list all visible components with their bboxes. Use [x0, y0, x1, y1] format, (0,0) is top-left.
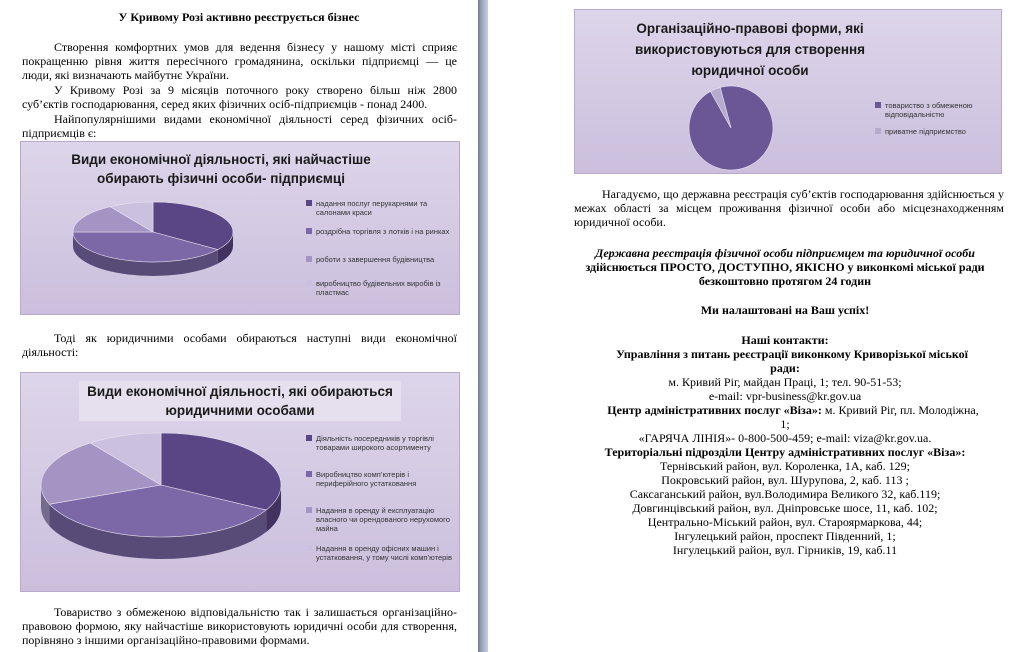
territorial-heading: Територіальні підрозділи Центру адміністративних послуг «Віза»: — [604, 445, 966, 459]
pie-chart — [71, 200, 241, 310]
chart-title: Види економічної діяльності, які обираються юридичними особами — [87, 384, 393, 418]
legend-label: виробництво будівельних виробів із пластмас — [316, 279, 441, 297]
highlight-line: здійснюється ПРОСТО, ДОСТУПНО, ЯКІСНО у виконкомі міської ради — [585, 260, 985, 274]
article-title: У Кривому Розі активно реєструється бізнес — [118, 10, 360, 24]
legend-swatch — [306, 545, 312, 551]
legend-label: роздрібна торгівля з лотків і на ринках — [316, 227, 450, 236]
district-item: Покровський район, вул. Шурупова, 2, каб. 113 ; — [661, 473, 909, 487]
legend-item — [306, 544, 456, 562]
paragraph-popular-activities: Найпопулярнішими видами економічної діяльності серед фізичних осіб-підприємців є: — [22, 112, 457, 140]
legend-label: надання послуг перукарнями та салонами краси — [316, 199, 428, 217]
legend-swatch — [306, 200, 312, 206]
legend-label: Діяльність посередників у торгівлі товарами широкого асортименту — [316, 434, 434, 452]
district-item: Довгинцівський район, вул. Дніпровське шосе, 11, каб. 102; — [632, 501, 938, 515]
legend-item — [875, 127, 997, 136]
department-email: e-mail: vpr-business@kr.gov.ua — [708, 389, 862, 403]
chart-legend — [306, 434, 456, 562]
contacts-block — [550, 333, 1020, 557]
highlight-line: Державна реєстрація фізичної особи підприємцем та юридичної особи — [595, 246, 975, 260]
chart-legal-forms — [574, 9, 1002, 174]
district-item: Інгулецький район, вул. Гірників, 19, каб.11 — [672, 543, 898, 557]
chart-legal-entities-activities — [20, 372, 460, 592]
right-document-page — [488, 0, 1020, 652]
legend-item — [306, 199, 454, 227]
legend-item — [306, 255, 454, 279]
legend-label: товариство з обмеженою відповідальністю — [885, 101, 973, 119]
paragraph-statistics: У Кривому Розі за 9 місяців поточного року створено більш ніж 2800 суб’єктів господарювання, серед яких фізичних осіб-підприємців - понад 2400. — [22, 83, 457, 111]
legend-label: Надання в оренду офісних машин і устатковання, у тому числі комп’ютерів — [316, 544, 452, 562]
department-name: Управління з питань реєстрації виконкому Криворізької міської — [616, 347, 968, 361]
page-gutter — [478, 0, 488, 652]
legend-swatch — [306, 256, 312, 262]
legend-swatch — [875, 102, 881, 108]
legend-item — [306, 470, 456, 506]
legend-item — [306, 279, 454, 297]
chart-title: Організаційно-правові форми, які використовуються для створення юридичної особи — [634, 21, 866, 78]
district-item: Тернівський район, вул. Короленка, 1А, каб. 129; — [660, 459, 910, 473]
chart-legend — [306, 199, 454, 297]
department-address: м. Кривий Ріг, майдан Праці, 1; тел. 90-51-53; — [668, 375, 902, 389]
legend-label: Виробництво комп’ютерів і периферійного устатковання — [316, 470, 417, 488]
hotline: «ГАРЯЧА ЛІНІЯ»- 0-800-500-459; e-mail: viza@kr.gov.ua. — [638, 431, 932, 445]
cnap-text: м. Кривий Ріг, пл. Молодіжна, — [821, 403, 979, 417]
registration-highlight — [550, 246, 1020, 288]
highlight-line: безкоштовно протягом 24 годин — [698, 274, 872, 288]
district-item: Саксаганський район, вул.Володимира Великого 32, каб.119; — [629, 487, 941, 501]
legend-swatch — [306, 228, 312, 234]
legend-swatch — [306, 507, 312, 513]
cnap-address-cont: 1; — [780, 417, 790, 431]
legend-swatch — [875, 128, 881, 134]
pie-chart — [33, 427, 293, 587]
department-name: ради: — [770, 361, 800, 375]
district-item: Інгулецький район, проспект Південний, 1; — [674, 529, 896, 543]
legend-swatch — [306, 280, 312, 286]
legend-label: Надання в оренду й експлуатацію власного чи орендованого нерухомого майна — [316, 506, 450, 533]
legend-label: приватне підприємство — [885, 127, 966, 136]
legend-item — [306, 506, 456, 544]
cnap-address — [550, 403, 1020, 417]
legend-item — [306, 434, 456, 470]
cnap-label: Центр адміністративних послуг «Віза»: — [607, 403, 822, 417]
legend-item — [875, 101, 997, 127]
paragraph-intro: Створення комфортних умов для ведення бізнесу у нашому місті сприяє покращенню рівня життя пересічного громадянина, оскільки підприємці — це люди, які визначають майбутнє України. — [22, 40, 457, 82]
district-item: Центрально-Міський район, вул. Староярмаркова, 44; — [647, 515, 923, 529]
chart-legend — [875, 101, 997, 136]
chart-title: Види економічної діяльності, які найчастіше обирають фізичні особи- підприємці — [71, 152, 371, 186]
contacts-heading: Наші контакти: — [741, 333, 829, 347]
legend-item — [306, 227, 454, 255]
legend-swatch — [306, 471, 312, 477]
slogan: Ми налаштовані на Ваш успіх! — [700, 303, 870, 317]
chart-individuals-activities — [20, 141, 460, 315]
left-document-page — [0, 0, 478, 652]
paragraph-llc: Товариство з обмеженою відповідальністю так і залишається організаційно-правовою формою, яку найчастіше використовують юридичні особи для створення, порівняно з іншими організаційно-правовими формами. — [22, 605, 457, 647]
legend-swatch — [306, 435, 312, 441]
paragraph-legal-entities: Тоді як юридичними особами обираються наступні види економічної діяльності: — [22, 331, 457, 359]
legend-label: роботи з завершення будівництва — [316, 255, 435, 264]
paragraph-reminder: Нагадуємо, що державна реєстрація суб’єктів господарювання здійснюється у межах області за місцем проживання фізичної особи або місцезнаходженням юридичної особи. — [574, 187, 1004, 229]
